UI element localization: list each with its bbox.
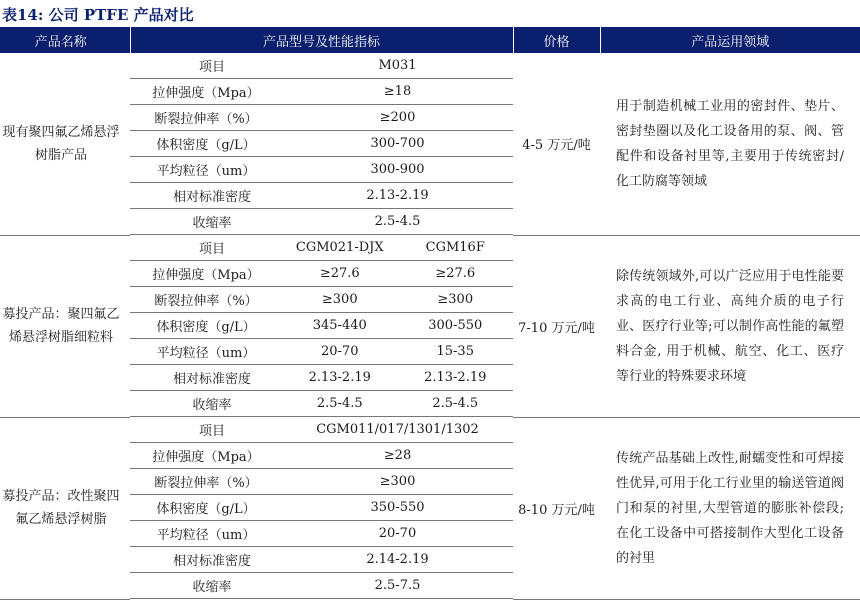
spec-cell [130, 417, 513, 599]
spec-label: 收缩率 [130, 209, 282, 235]
spec-value: 2.5-7.5 [282, 573, 513, 599]
product-name-cell [0, 417, 130, 599]
price-cell: 8-10 万元/吨 [513, 417, 600, 599]
spec-row [130, 339, 513, 365]
spec-value: 2.13-2.19 [398, 365, 514, 391]
spec-label: 收缩率 [130, 391, 282, 417]
spec-value: CGM16F [398, 235, 514, 261]
spec-label: 平均粒径（um） [130, 157, 282, 183]
spec-table [130, 53, 513, 235]
spec-label: 断裂拉伸率（%） [130, 287, 282, 313]
product-name-cell [0, 53, 130, 235]
spec-value: 2.5-4.5 [398, 391, 514, 417]
product-group-row [0, 53, 860, 235]
spec-row [130, 105, 513, 131]
spec-value: ≥300 [398, 287, 514, 313]
product-group-row [0, 235, 860, 417]
price-cell: 7-10 万元/吨 [513, 235, 600, 417]
header-product-name: 产品名称 [0, 27, 130, 53]
spec-value: 300-900 [282, 157, 513, 183]
spec-value: 2.14-2.19 [282, 547, 513, 573]
spec-label: 项目 [130, 417, 282, 443]
application-text: 传统产品基础上改性,耐蠕变性和可焊接性优异,可用于化工行业里的输送管道阀门和泵的衬里,大型管道的膨胀补偿段;在化工设备中可搭接制作大型化工设备的衬里 [616, 450, 844, 566]
header-row [0, 27, 860, 53]
spec-label: 平均粒径（um） [130, 521, 282, 547]
spec-value: 345-440 [282, 313, 398, 339]
spec-value: 2.5-4.5 [282, 391, 398, 417]
spec-label: 拉伸强度（Mpa） [130, 79, 282, 105]
spec-value: 2.13-2.19 [282, 365, 398, 391]
spec-value: ≥300 [282, 469, 513, 495]
spec-value: ≥300 [282, 287, 398, 313]
spec-row [130, 469, 513, 495]
spec-label: 收缩率 [130, 573, 282, 599]
header-application: 产品运用领域 [600, 27, 860, 53]
spec-label: 相对标准密度 [130, 547, 282, 573]
spec-cell [130, 53, 513, 235]
spec-label: 相对标准密度 [130, 183, 282, 209]
spec-row [130, 547, 513, 573]
spec-value: 15-35 [398, 339, 514, 365]
spec-label: 平均粒径（um） [130, 339, 282, 365]
spec-value: 300-700 [282, 131, 513, 157]
spec-label: 体积密度（g/L） [130, 495, 282, 521]
spec-value: CGM011/017/1301/1302 [282, 417, 513, 443]
product-name-cell [0, 235, 130, 417]
spec-row [130, 261, 513, 287]
spec-cell [130, 235, 513, 417]
application-text: 除传统领域外,可以广泛应用于电性能要求高的电工行业、高纯介质的电子行业、医疗行业等;可以制作高性能的氟塑料合金, 用于机械、航空、化工、医疗等行业的特殊要求环境 [616, 268, 844, 384]
spec-row [130, 573, 513, 599]
product-group-row [0, 417, 860, 599]
application-cell [600, 235, 860, 417]
spec-value: ≥18 [282, 79, 513, 105]
ptfe-comparison-table [0, 27, 860, 600]
spec-row [130, 365, 513, 391]
header-spec: 产品型号及性能指标 [130, 27, 513, 53]
spec-label: 断裂拉伸率（%） [130, 469, 282, 495]
spec-value: 20-70 [282, 521, 513, 547]
product-name: 现有聚四氟乙烯悬浮树脂产品 [2, 124, 120, 163]
spec-row [130, 287, 513, 313]
spec-value: 20-70 [282, 339, 398, 365]
spec-label: 相对标准密度 [130, 365, 282, 391]
spec-value: 2.13-2.19 [282, 183, 513, 209]
spec-label: 项目 [130, 53, 282, 79]
spec-label: 拉伸强度（Mpa） [130, 261, 282, 287]
spec-value: ≥27.6 [398, 261, 514, 287]
spec-label: 体积密度（g/L） [130, 313, 282, 339]
spec-value: 2.5-4.5 [282, 209, 513, 235]
spec-label: 项目 [130, 235, 282, 261]
spec-row [130, 443, 513, 469]
spec-row [130, 391, 513, 417]
spec-row [130, 313, 513, 339]
spec-row [130, 235, 513, 261]
spec-row [130, 157, 513, 183]
price-cell: 4-5 万元/吨 [513, 53, 600, 235]
spec-row [130, 495, 513, 521]
spec-row [130, 183, 513, 209]
product-name: 募投产品：聚四氟乙烯悬浮树脂细粒料 [2, 307, 120, 345]
product-name: 募投产品：改性聚四氟乙烯悬浮树脂 [2, 489, 120, 527]
table-title: 表14: 公司 PTFE 产品对比 [2, 6, 194, 24]
spec-value: ≥27.6 [282, 261, 398, 287]
spec-value: CGM021-DJX [282, 235, 398, 261]
application-cell [600, 53, 860, 235]
spec-label: 体积密度（g/L） [130, 131, 282, 157]
spec-value: 350-550 [282, 495, 513, 521]
spec-row [130, 53, 513, 79]
spec-value: ≥200 [282, 105, 513, 131]
spec-value: ≥28 [282, 443, 513, 469]
spec-value: M031 [282, 53, 513, 79]
spec-label: 断裂拉伸率（%） [130, 105, 282, 131]
spec-table [130, 417, 513, 599]
spec-row [130, 417, 513, 443]
spec-row [130, 131, 513, 157]
spec-value: 300-550 [398, 313, 514, 339]
spec-row [130, 79, 513, 105]
spec-row [130, 521, 513, 547]
application-cell [600, 417, 860, 599]
header-price: 价格 [513, 27, 600, 53]
spec-table [130, 235, 513, 417]
application-text: 用于制造机械工业用的密封件、垫片、密封垫圈以及化工设备用的泵、阀、管配件和设备衬里等,主要用于传统密封/化工防腐等领域 [616, 98, 844, 189]
spec-label: 拉伸强度（Mpa） [130, 443, 282, 469]
spec-row [130, 209, 513, 235]
